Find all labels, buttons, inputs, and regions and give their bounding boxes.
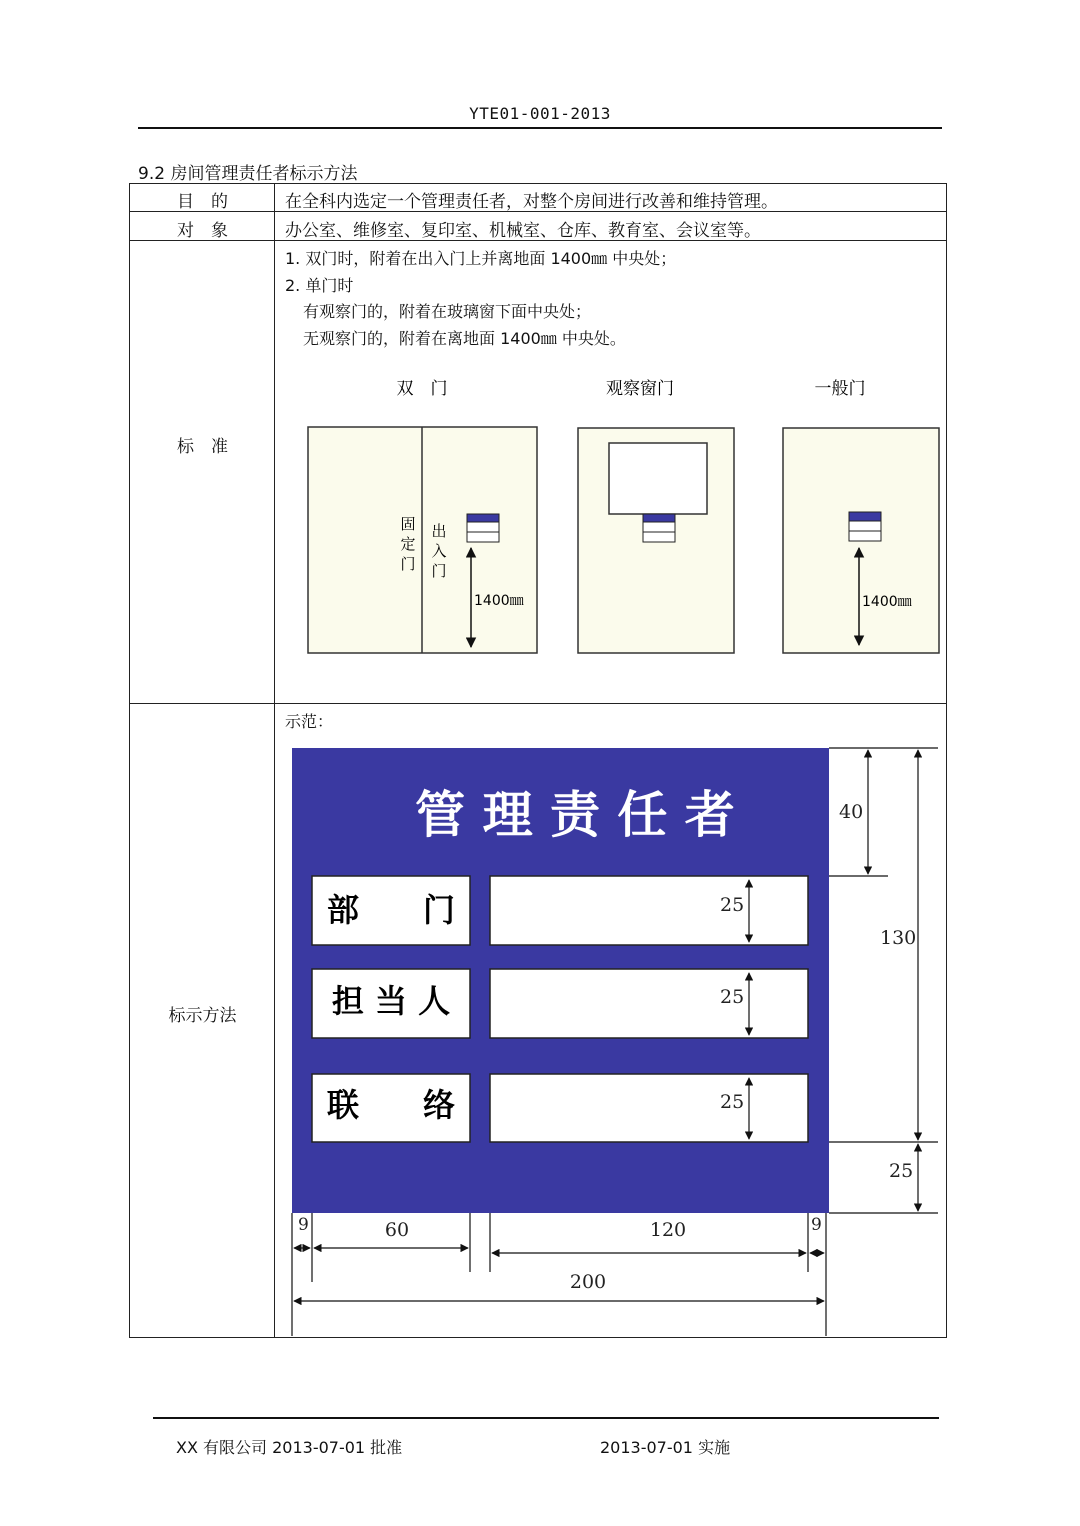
person-field: [490, 969, 808, 1038]
total-width-label: 200: [569, 1271, 607, 1293]
right-margin-label: 9: [811, 1215, 822, 1235]
sign-example: [292, 748, 829, 1213]
normal-door-diagram: [783, 428, 939, 653]
entry-door-char-2: 入: [431, 542, 447, 560]
section-title: 9.2 房间管理责任者标示方法: [138, 164, 358, 184]
document-code: YTE01-001-2013: [469, 104, 611, 123]
sign-marker: [849, 512, 881, 541]
sign-marker: [467, 514, 499, 542]
row-height-label: 25: [720, 894, 745, 916]
footer-rule: [153, 1417, 939, 1419]
sign-marker: [643, 514, 675, 542]
row-height-label: 25: [720, 986, 745, 1008]
footer-approval: XX 有限公司 2013-07-01 批准: [176, 1438, 403, 1457]
fixed-door-char-3: 门: [400, 555, 416, 573]
window-door-diagram: [578, 428, 734, 653]
row-height-label: 25: [720, 1091, 745, 1113]
purpose-text: 在全科内选定一个管理责任者，对整个房间进行改善和维持管理。: [285, 192, 778, 212]
object-label: 对 象: [177, 221, 228, 241]
total-height-label: 130: [880, 927, 917, 949]
top-band-height-label: 40: [839, 801, 864, 823]
left-margin-label: 9: [298, 1215, 309, 1235]
entry-door-char-1: 出: [431, 522, 447, 540]
standard-line-3: 有观察门的，附着在玻璃窗下面中央处；: [303, 302, 592, 321]
department-label: 部 门: [326, 891, 456, 929]
standard-label: 标 准: [177, 437, 228, 457]
fixed-door-char-2: 定: [400, 535, 416, 553]
standard-line-2: 2. 单门时: [285, 276, 354, 295]
double-door-title: 双 门: [396, 379, 448, 399]
object-text: 办公室、维修室、复印室、机械室、仓库、教育室、会议室等。: [285, 221, 761, 241]
double-door-diagram: [308, 427, 537, 653]
department-field: [490, 876, 808, 945]
height-label: 1400㎜: [474, 593, 524, 609]
normal-door-title: 一般门: [814, 379, 866, 399]
contact-label: 联 络: [326, 1086, 456, 1124]
height-label: 1400㎜: [862, 594, 912, 610]
person-label: 担 当 人: [331, 982, 451, 1020]
purpose-label: 目 的: [177, 192, 228, 212]
field-width-label: 120: [649, 1219, 687, 1241]
sign-title: 管 理 责 任 者: [415, 786, 735, 844]
footer-implementation: 2013-07-01 实施: [600, 1438, 731, 1457]
example-label: 示范：: [285, 712, 334, 731]
standard-line-4: 无观察门的，附着在离地面 1400㎜ 中央处。: [303, 329, 626, 348]
bottom-margin-label: 25: [889, 1160, 914, 1182]
observation-window: [609, 443, 707, 514]
entry-door-char-3: 门: [431, 562, 447, 580]
method-label: 标示方法: [168, 1006, 237, 1026]
label-width-label: 60: [384, 1219, 410, 1241]
standard-line-1: 1. 双门时，附着在出入门上并离地面 1400㎜ 中央处；: [285, 249, 677, 268]
window-door-title: 观察窗门: [606, 379, 674, 399]
contact-field: [490, 1074, 808, 1142]
bottom-dimensions: [292, 1213, 826, 1336]
fixed-door-char-1: 固: [400, 515, 416, 533]
